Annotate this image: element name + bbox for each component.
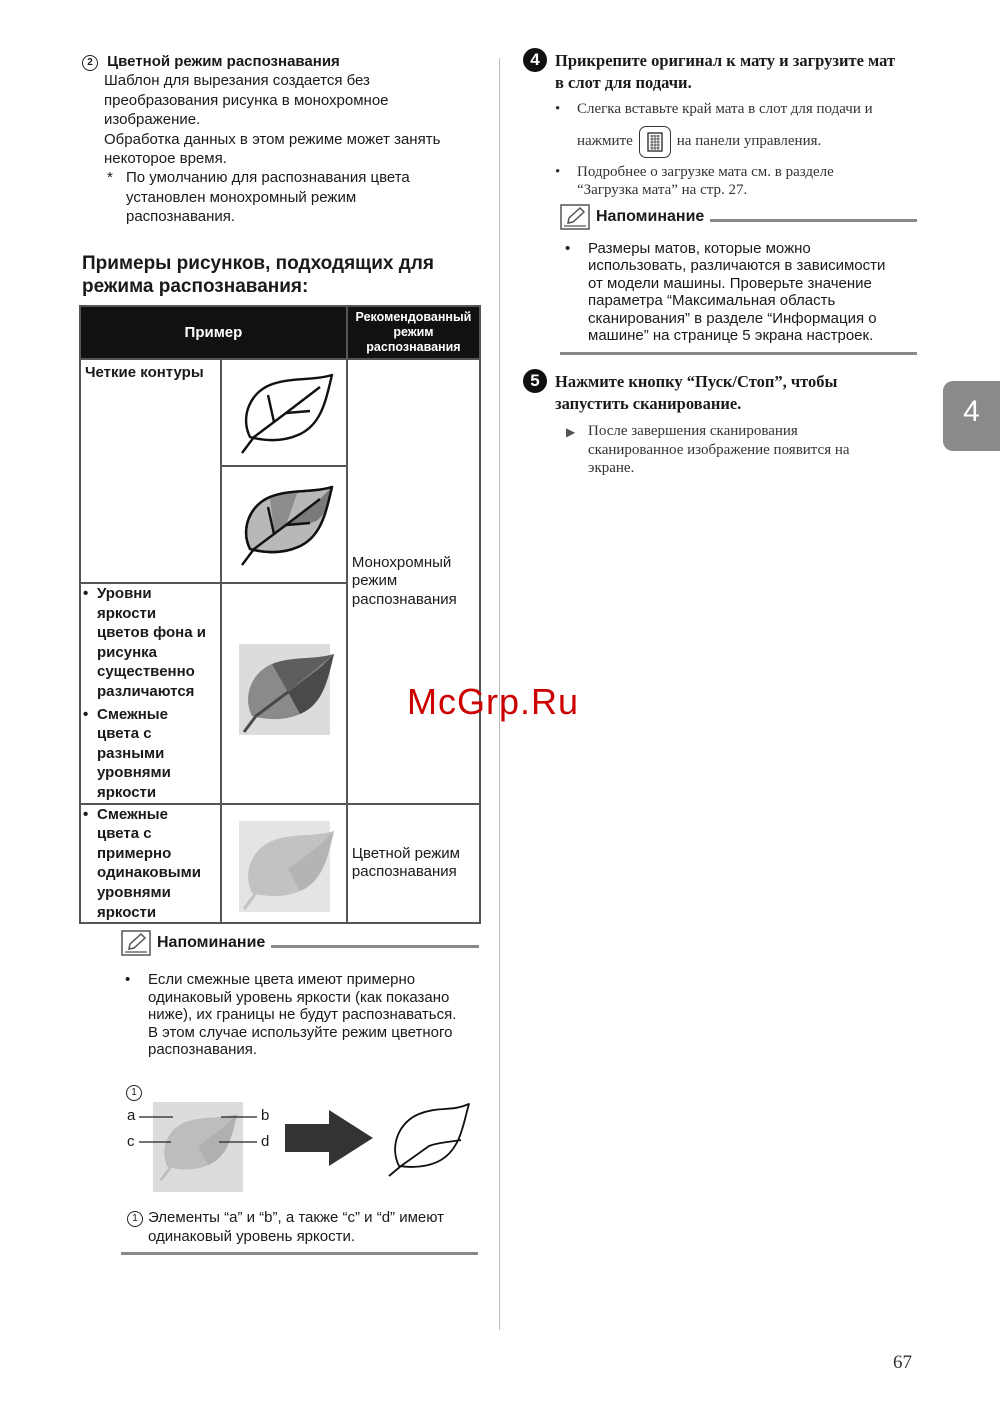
label-c: c (127, 1133, 135, 1150)
pencil-note-icon (560, 204, 590, 230)
item-description: Шаблон для вырезания создается без преобразования рисунка в монохромное изображение. Обработка данных в этом режиме может занять некоторое время. (104, 72, 441, 168)
section-title: Примеры рисунков, подходящих для режима распознавания: (82, 253, 434, 297)
scan-button-icon[interactable] (639, 126, 671, 158)
note-right (560, 204, 917, 355)
label-b: b (261, 1107, 270, 1124)
note-right-text: • Размеры матов, которые можно использовать, различаются в зависимости от модели машины. Проверьте значение параметра “Максимальная область сканирования” в разделе “Информация о машине” на странице 5 экрана настроек. (565, 240, 886, 345)
item-marker: 2 (82, 55, 98, 71)
row-different-brightness (80, 583, 221, 804)
page-number: 67 (893, 1352, 912, 1373)
bullet-adjacent-similar: • Смежные цвета с примерно одинаковыми уровнями яркости (81, 805, 220, 923)
step-4-bullet-1: • Слегка вставьте край мата в слот для подачи и нажмите на панели управления. (523, 100, 923, 158)
brightness-figure (121, 1082, 479, 1202)
color-mode-item (82, 52, 482, 227)
leaf-outline-image (221, 359, 347, 466)
step-4-number: 4 (523, 48, 547, 72)
bullet-adjacent-different: • Смежные цвета с разными уровнями яркости (81, 705, 220, 803)
step-4-title: Прикрепите оригинал к мату и загрузите мат в слот для подачи. (555, 51, 896, 92)
bullet-brightness-differs: • Уровни яркости цветов фона и рисунка существенно различаются (81, 584, 220, 702)
note-text: • Если смежные цвета имеют примерно одинаковый уровень яркости (как показано ниже), их границы не будут распознаваться. В этом случае используйте режим цветного распознавания. (125, 971, 457, 1059)
leaf-contrast-image (221, 583, 347, 804)
header-mode: Рекомендованный режим распознавания (347, 306, 480, 359)
step-5-result: ▶ После завершения сканирования сканированное изображение появится на экране. (566, 423, 850, 476)
row-similar-brightness (80, 804, 221, 924)
leaf-gray-image (221, 466, 347, 583)
label-a: a (127, 1107, 136, 1124)
step-4-bullet-2: • Подробнее о загрузке мата см. в разделе “Загрузка мата” на стр. 27. (555, 163, 834, 198)
note-left-bottom-rule (121, 1252, 478, 1255)
chapter-tab (943, 381, 1000, 451)
row-clear-outlines: Четкие контуры (80, 359, 221, 583)
mode-color: Цветной режим распознавания (347, 804, 480, 924)
note-title: Напоминание (596, 208, 705, 225)
note-left (121, 930, 479, 1059)
item-title: Цветной режим распознавания (107, 53, 340, 70)
pencil-note-icon (121, 930, 151, 956)
examples-table (79, 305, 481, 924)
step-5-title: Нажмите кнопку “Пуск/Стоп”, чтобы запустить сканирование. (555, 372, 838, 413)
header-example: Пример (80, 306, 347, 359)
figure-caption: 1 Элементы “a” и “b”, а также “c” и “d” имеют одинаковый уровень яркости. (127, 1209, 479, 1246)
step-5 (523, 369, 923, 478)
watermark: McGrp.Ru (407, 681, 580, 722)
note-title: Напоминание (157, 934, 266, 951)
leaf-low-contrast-image (221, 804, 347, 924)
mode-mono: Монохромный режим распознавания (347, 359, 480, 804)
chapter-number: 4 (963, 395, 980, 428)
footnote: * По умолчанию для распознавания цвета установлен монохромный режим распознавания. (107, 169, 410, 226)
step-5-number: 5 (523, 369, 547, 393)
label-d: d (261, 1133, 270, 1150)
step-4 (523, 48, 923, 200)
figure-marker: 1 (126, 1085, 142, 1101)
